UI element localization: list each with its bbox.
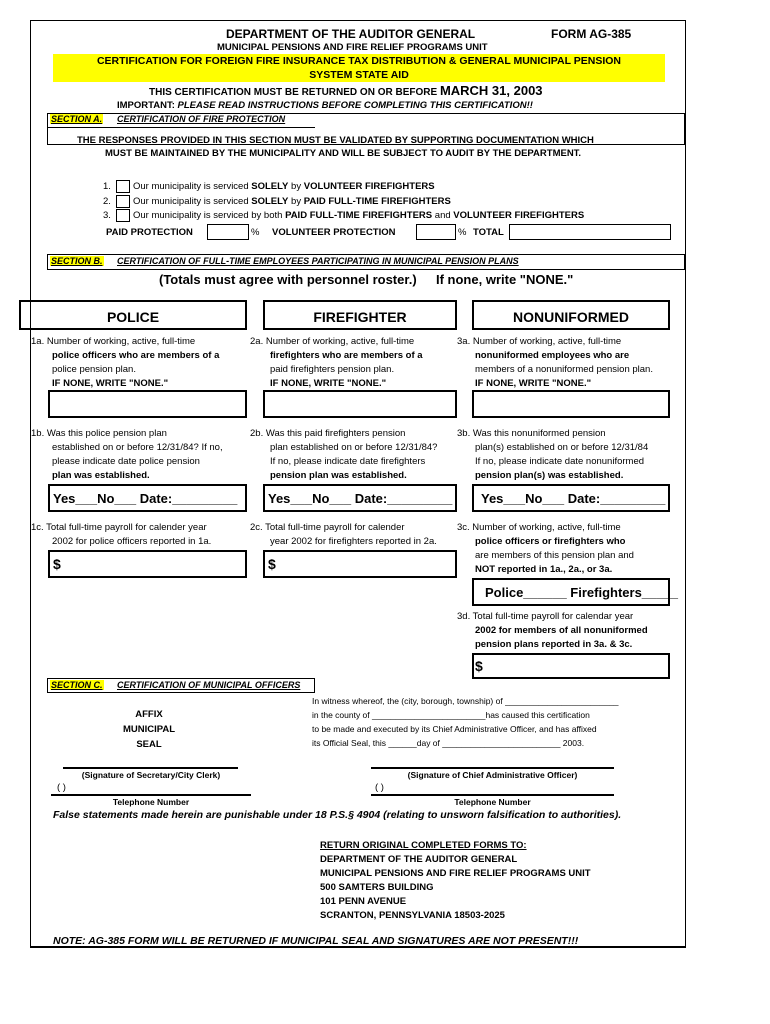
witness-line-2: in the county of ________________________has caused this certification xyxy=(312,710,590,720)
option-3-bold2: VOLUNTEER FIREFIGHTERS xyxy=(453,210,585,221)
witness-line-4: its Official Seal, this ______day of _________________________ 2003. xyxy=(312,738,585,748)
option-2-mid: by xyxy=(291,196,302,207)
form-page xyxy=(30,20,686,948)
option-1-bold1: SOLELY xyxy=(251,181,289,192)
q1a-line-1: 1a. Number of working, active, full-time xyxy=(31,336,196,347)
chief-phone-label: Telephone Number xyxy=(454,797,531,807)
q3c-police-firefighters: Police______ Firefighters_____ xyxy=(485,585,678,600)
q2c-input[interactable] xyxy=(263,550,457,578)
none-note: If none, write "NONE." xyxy=(436,272,574,287)
q1a-text xyxy=(31,335,219,391)
secretary-signature-line[interactable] xyxy=(63,767,238,769)
chief-signature-label: (Signature of Chief Administrative Officer) xyxy=(407,770,578,780)
section-b-label: SECTION B. xyxy=(51,256,103,266)
chief-phone-line[interactable] xyxy=(371,794,614,796)
q2a-input[interactable] xyxy=(263,390,457,418)
total-input[interactable] xyxy=(509,224,671,240)
important-notice xyxy=(117,100,533,111)
section-a-label: SECTION A. xyxy=(51,114,103,124)
q2c-text xyxy=(250,521,437,549)
option-2-checkbox[interactable] xyxy=(116,195,130,208)
q1b-yes-no-date: Yes___No___ Date:_________ xyxy=(53,491,238,506)
q2a-text xyxy=(250,335,423,391)
firefighter-header: FIREFIGHTER xyxy=(313,309,407,325)
q1b-line-3: please indicate date police pension xyxy=(52,456,200,467)
seal-line-1: AFFIX xyxy=(135,709,163,720)
secretary-phone-label: Telephone Number xyxy=(112,797,190,807)
return-note: NOTE: AG-385 FORM WILL BE RETURNED IF MUNICIPAL SEAL AND SIGNATURES ARE NOT PRESENT!!! xyxy=(53,935,579,947)
option-3-mid: and xyxy=(434,210,451,221)
q3c-line-2: police officers or firefighters who xyxy=(475,536,626,547)
q3c-line-3: are members of this pension plan and xyxy=(475,550,634,561)
q3c-text xyxy=(457,521,673,577)
q1c-input[interactable] xyxy=(48,550,247,578)
q2c-line-1: 2c. Total full-time payroll for calender xyxy=(250,522,405,533)
return-deadline xyxy=(149,83,543,98)
option-3-pre: Our municipality is serviced by both xyxy=(133,210,283,221)
q3a-line-1: 3a. Number of working, active, full-time xyxy=(457,336,622,347)
option-2-bold2: PAID FULL-TIME FIREFIGHTERS xyxy=(303,196,451,207)
totals-note: (Totals must agree with personnel roster.) xyxy=(159,272,417,287)
option-1-bold2: VOLUNTEER FIREFIGHTERS xyxy=(303,181,435,192)
return-address-line-2: MUNICIPAL PENSIONS AND FIRE RELIEF PROGRAMS UNIT xyxy=(320,868,591,879)
q3a-line-4: IF NONE, WRITE "NONE." xyxy=(475,378,592,389)
q1c-line-1: 1c. Total full-time payroll for calender year xyxy=(31,522,207,533)
section-a-notice-1: THE RESPONSES PROVIDED IN THIS SECTION MUST BE VALIDATED BY SUPPORTING DOCUMENTATION WHICH xyxy=(77,135,594,146)
q1b-line-1: 1b. Was this police pension plan xyxy=(31,428,167,439)
option-2-pre: Our municipality is serviced xyxy=(133,196,249,207)
option-3-number: 3. xyxy=(103,210,111,221)
q3d-input[interactable] xyxy=(472,653,670,679)
q2c-dollar: $ xyxy=(268,556,276,572)
q3b-text xyxy=(457,427,673,483)
paid-pct-sign: % xyxy=(251,227,260,238)
q2b-yes-no-date: Yes___No___ Date:_________ xyxy=(268,491,453,506)
return-address-line-1: DEPARTMENT OF THE AUDITOR GENERAL xyxy=(320,854,518,865)
option-2-number: 2. xyxy=(103,196,111,207)
form-number: FORM AG-385 xyxy=(551,27,632,41)
q3c-line-4: NOT reported in 1a., 2a., or 3a. xyxy=(475,564,613,575)
total-label: TOTAL xyxy=(473,227,504,238)
option-3-checkbox[interactable] xyxy=(116,209,130,222)
return-address-line-4: 101 PENN AVENUE xyxy=(320,896,407,907)
q2b-line-3: If no, please indicate date firefighters xyxy=(270,456,426,467)
witness-text xyxy=(312,694,619,750)
q3a-line-3: members of a nonuniformed pension plan. xyxy=(475,364,653,375)
q2b-line-4: pension plan was established. xyxy=(270,470,407,481)
q2a-line-2: firefighters who are members of a xyxy=(270,350,423,361)
return-address-line-3: 500 SAMTERS BUILDING xyxy=(320,882,434,893)
return-text: THIS CERTIFICATION MUST BE RETURNED ON OR BEFORE xyxy=(149,87,438,98)
cert-line-2: SYSTEM STATE AID xyxy=(309,69,409,81)
q3a-input[interactable] xyxy=(472,390,670,418)
option-3-bold1: PAID FULL-TIME FIREFIGHTERS xyxy=(285,210,433,221)
q1c-line-2: 2002 for police officers reported in 1a. xyxy=(52,536,212,547)
false-statement-warning: False statements made herein are punishable under 18 P.S.§ 4904 (relating to unsworn falsification to authorities). xyxy=(53,809,622,821)
q3d-dollar: $ xyxy=(475,658,483,674)
chief-phone-paren: ( ) xyxy=(375,782,384,793)
q1a-line-4: IF NONE, WRITE "NONE." xyxy=(52,378,169,389)
q1b-line-4: plan was established. xyxy=(52,470,150,481)
option-2-text xyxy=(133,196,451,207)
secretary-phone-line[interactable] xyxy=(51,794,251,796)
q3d-line-2: 2002 for members of all nonuniformed xyxy=(475,625,648,636)
q2b-line-2: plan established on or before 12/31/84? xyxy=(270,442,438,453)
q1a-line-2: police officers who are members of a xyxy=(52,350,220,361)
q1a-line-3: police pension plan. xyxy=(52,364,136,375)
q3b-yes-no-date: Yes___No___ Date:_________ xyxy=(481,491,666,506)
option-2-bold1: SOLELY xyxy=(251,196,289,207)
volunteer-pct-sign: % xyxy=(458,227,467,238)
q3a-line-2: nonuniformed employees who are xyxy=(475,350,630,361)
option-1-number: 1. xyxy=(103,181,111,192)
option-1-checkbox[interactable] xyxy=(116,180,130,193)
q1c-dollar: $ xyxy=(53,556,61,572)
cert-line-1: CERTIFICATION FOR FOREIGN FIRE INSURANCE TAX DISTRIBUTION & GENERAL MUNICIPAL PENSION xyxy=(96,55,622,67)
nonuniformed-header: NONUNIFORMED xyxy=(513,309,629,325)
affix-seal xyxy=(99,707,199,752)
certification-banner xyxy=(53,54,665,82)
q3b-line-2: plan(s) established on or before 12/31/84 xyxy=(475,442,649,453)
important-text: PLEASE READ INSTRUCTIONS BEFORE COMPLETING THIS CERTIFICATION!! xyxy=(177,100,533,111)
witness-line-3: to be made and executed by its Chief Administrative Officer, and has affixed xyxy=(312,724,597,734)
option-1-text xyxy=(133,181,435,192)
important-label: IMPORTANT: xyxy=(117,100,175,111)
seal-line-3: SEAL xyxy=(136,739,162,750)
police-header: POLICE xyxy=(106,309,160,325)
option-1-pre: Our municipality is serviced xyxy=(133,181,249,192)
seal-line-2: MUNICIPAL xyxy=(122,724,176,735)
option-1-mid: by xyxy=(291,181,302,192)
q2b-text xyxy=(250,427,437,483)
section-c-label: SECTION C. xyxy=(51,680,103,690)
q3b-line-3: If no, please indicate date nonuniformed xyxy=(475,456,645,467)
return-date: MARCH 31, 2003 xyxy=(439,83,543,98)
q3d-text xyxy=(457,610,673,652)
department-title: DEPARTMENT OF THE AUDITOR GENERAL xyxy=(226,27,476,41)
paid-protection-label: PAID PROTECTION xyxy=(106,227,193,238)
witness-line-1: In witness whereof, the (city, borough, township) of ________________________ xyxy=(312,696,619,706)
return-address-line-5: SCRANTON, PENNSYLVANIA 18503-2025 xyxy=(320,910,505,921)
volunteer-protection-label: VOLUNTEER PROTECTION xyxy=(272,227,396,238)
paid-protection-input[interactable] xyxy=(207,224,249,240)
chief-signature-line[interactable] xyxy=(371,767,614,769)
q2b-line-1: 2b. Was this paid firefighters pension xyxy=(250,428,406,439)
return-address-heading: RETURN ORIGINAL COMPLETED FORMS TO: xyxy=(320,840,527,851)
option-3-text xyxy=(133,210,584,221)
q1c-text xyxy=(31,521,247,549)
q3d-line-1: 3d. Total full-time payroll for calendar year xyxy=(457,611,634,622)
q2a-line-3: paid firefighters pension plan. xyxy=(270,364,395,375)
q2a-line-1: 2a. Number of working, active, full-time xyxy=(250,336,415,347)
unit-title: MUNICIPAL PENSIONS AND FIRE RELIEF PROGRAMS UNIT xyxy=(217,42,488,53)
section-b-title: CERTIFICATION OF FULL-TIME EMPLOYEES PARTICIPATING IN MUNICIPAL PENSION PLANS xyxy=(117,256,519,266)
q1a-input[interactable] xyxy=(48,390,247,418)
q1b-line-2: established on or before 12/31/84? If no, xyxy=(52,442,223,453)
q3a-text xyxy=(457,335,673,391)
q3b-line-4: pension plan(s) was established. xyxy=(475,470,624,481)
return-address xyxy=(320,839,591,923)
q3c-line-1: 3c. Number of working, active, full-time xyxy=(457,522,621,533)
q2a-line-4: IF NONE, WRITE "NONE." xyxy=(270,378,387,389)
section-a-title: CERTIFICATION OF FIRE PROTECTION xyxy=(117,114,286,124)
section-a-title-underline xyxy=(47,127,315,128)
q2c-line-2: year 2002 for firefighters reported in 2a. xyxy=(270,536,437,547)
q3d-line-3: pension plans reported in 3a. & 3c. xyxy=(475,639,633,650)
section-a-notice-2: MUST BE MAINTAINED BY THE MUNICIPALITY AND WILL BE SUBJECT TO AUDIT BY THE DEPARTMENT. xyxy=(105,148,582,159)
secretary-signature-label: (Signature of Secretary/City Clerk) xyxy=(81,770,221,780)
secretary-phone-paren: ( ) xyxy=(57,782,66,793)
q1b-text xyxy=(31,427,247,483)
section-c-title: CERTIFICATION OF MUNICIPAL OFFICERS xyxy=(117,680,301,690)
volunteer-protection-input[interactable] xyxy=(416,224,456,240)
q3b-line-1: 3b. Was this nonuniformed pension xyxy=(457,428,606,439)
